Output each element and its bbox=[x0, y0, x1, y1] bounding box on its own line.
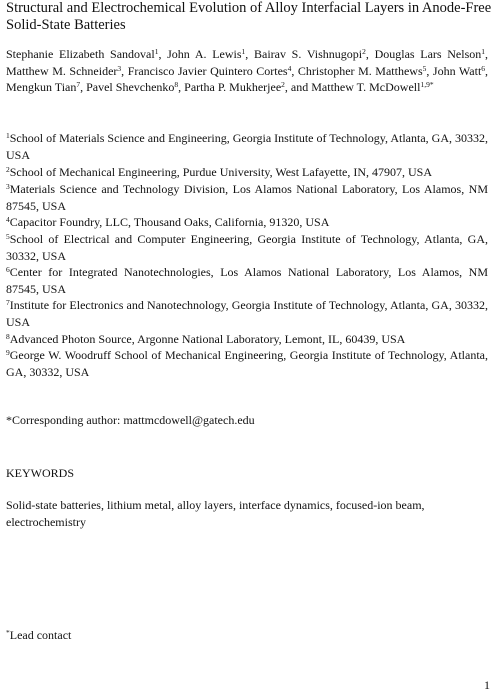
affiliation-3 bbox=[6, 181, 488, 214]
affiliation-text: George W. Woodruff School of Mechanical Engineering, Georgia Institute of Technology, Atlanta, GA, 30332, USA bbox=[6, 348, 488, 379]
author-name: Pavel Shevchenko bbox=[86, 80, 175, 94]
author-affiliation-marker: 1 bbox=[481, 47, 486, 56]
affiliation-text: Capacitor Foundry, LLC, Thousand Oaks, California, 91320, USA bbox=[9, 215, 330, 229]
affiliation-marker: 7 bbox=[6, 298, 10, 307]
affiliation-5 bbox=[6, 231, 488, 264]
paper-title-line-2: Solid-State Batteries bbox=[6, 17, 126, 33]
author-name: Matthew T. McDowell bbox=[311, 80, 421, 94]
author-list: Stephanie Elizabeth Sandoval$^1$, John A. Lewis$^1$, Bairav S. Vishnugopi$^2$, Douglas Lars Nelson$^1$, Matthew M. Schneider$^3$, Francisco Javier Quintero Cortes$^4$, Christopher M. Matthews$^5$, John Watt$^6$, Mengkun Tian$^7$, Pavel Shevchenko$^8$, Partha P. Mukherjee$^2$, and Matthew T. McDowell$^{1,9*}$ bbox=[6, 47, 489, 94]
page-number: 1 bbox=[484, 678, 490, 692]
affiliation-marker: 4 bbox=[6, 215, 10, 224]
author-name: Stephanie Elizabeth Sandoval bbox=[6, 47, 155, 61]
author-affiliation-marker: 8 bbox=[174, 80, 179, 89]
affiliation-marker: 3 bbox=[6, 182, 10, 191]
footnote-text: Lead contact bbox=[9, 628, 72, 642]
affiliation-marker: 5 bbox=[6, 232, 10, 241]
footnote-marker: * bbox=[6, 628, 10, 637]
affiliation-marker: 9 bbox=[6, 348, 10, 357]
affiliation-text: Advanced Photon Source, Argonne National Laboratory, Lemont, IL, 60439, USA bbox=[9, 332, 406, 346]
affiliation-text: School of Electrical and Computer Engineering, Georgia Institute of Technology, Atlanta, GA, 30332, USA bbox=[6, 232, 488, 263]
affiliation-1 bbox=[6, 130, 488, 163]
author-name: Francisco Javier Quintero Cortes bbox=[127, 63, 288, 78]
author-name: Douglas Lars Nelson bbox=[374, 47, 482, 61]
author-name: Matthew M. Schneider bbox=[6, 63, 118, 78]
lead-contact-footnote bbox=[6, 627, 71, 644]
affiliation-marker: 6 bbox=[6, 265, 10, 274]
affiliation-2 bbox=[6, 164, 488, 181]
affiliation-marker: 2 bbox=[6, 165, 10, 174]
author-name: Christopher M. Matthews bbox=[297, 63, 423, 78]
author-name: Mengkun Tian bbox=[6, 80, 77, 94]
author-affiliation-marker: 1 bbox=[241, 47, 246, 56]
affiliation-4 bbox=[6, 214, 488, 231]
author-affiliation-marker: 5 bbox=[422, 63, 427, 73]
author-affiliation-marker: 4 bbox=[287, 63, 292, 73]
affiliation-text: School of Materials Science and Engineering, Georgia Institute of Technology, Atlanta, GA, 30332, USA bbox=[6, 131, 488, 162]
author-affiliation-marker: 1,9* bbox=[420, 80, 434, 89]
author-affiliation-marker: 7 bbox=[76, 80, 81, 89]
keywords-list: Solid-state batteries, lithium metal, alloy layers, interface dynamics, focused-ion beam, electrochemistry bbox=[6, 498, 425, 529]
affiliation-text: Materials Science and Technology Division, Los Alamos National Laboratory, Los Alamos, NM 87545, USA bbox=[6, 182, 488, 213]
author-affiliation-marker: 2 bbox=[281, 80, 285, 89]
affiliation-8 bbox=[6, 331, 488, 348]
author-affiliation-marker: 2 bbox=[362, 47, 366, 56]
affiliation-9 bbox=[6, 347, 488, 380]
author-name: John A. Lewis bbox=[167, 47, 242, 61]
author-affiliation-marker: 6 bbox=[481, 63, 486, 73]
affiliation-text: School of Mechanical Engineering, Purdue University, West Lafayette, IN, 47907, USA bbox=[9, 165, 433, 179]
affiliation-marker: 1 bbox=[6, 131, 10, 140]
affiliation-6 bbox=[6, 264, 488, 297]
author-affiliation-marker: 1 bbox=[154, 47, 159, 56]
author-name: John Watt bbox=[432, 63, 482, 78]
affiliation-text: Institute for Electronics and Nanotechnology, Georgia Institute of Technology, Atlanta, GA, 30332, USA bbox=[6, 298, 488, 329]
author-name: Partha P. Mukherjee bbox=[184, 80, 282, 94]
author-affiliation-marker: 3 bbox=[117, 63, 122, 73]
affiliation-marker: 8 bbox=[6, 332, 10, 341]
paper-title-line-1: Structural and Electrochemical Evolution of Alloy Interfacial Layers in Anode-Free bbox=[6, 0, 492, 16]
corresponding-author: *Corresponding author: mattmcdowell@gatech.edu bbox=[6, 413, 255, 427]
keywords-heading: KEYWORDS bbox=[6, 466, 74, 480]
author-name: Bairav S. Vishnugopi bbox=[253, 47, 363, 61]
affiliation-text: Center for Integrated Nanotechnologies, Los Alamos National Laboratory, Los Alamos, NM 87545, USA bbox=[6, 265, 488, 296]
paper-title bbox=[6, 0, 492, 34]
affiliation-7 bbox=[6, 297, 488, 330]
